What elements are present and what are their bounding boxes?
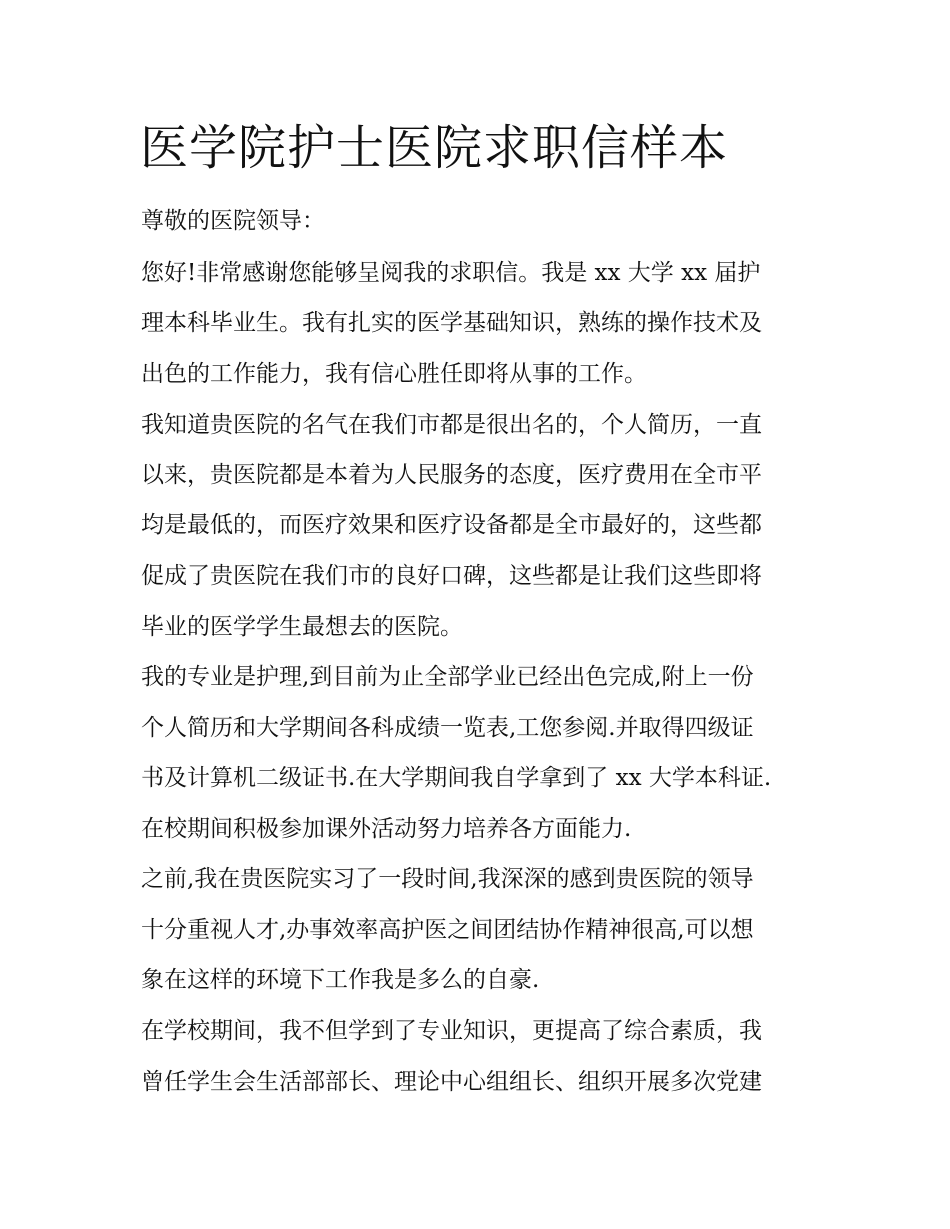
body-line: 毕业的医学学生最想去的医院。 xyxy=(141,614,463,640)
body-line: 书及计算机二级证书.在大学期间我自学拿到了 xx 大学本科证. xyxy=(141,765,772,791)
body-line: 出色的工作能力，我有信心胜任即将从事的工作。 xyxy=(141,361,647,387)
body-line: 促成了贵医院在我们市的良好口碑，这些都是让我们这些即将 xyxy=(141,563,762,589)
body-line: 十分重视人才,办事效率高护医之间团结协作精神很高,可以想 xyxy=(141,917,754,943)
body-line: 以来，贵医院都是本着为人民服务的态度，医疗费用在全市平 xyxy=(141,462,762,488)
body-line: 我知道贵医院的名气在我们市都是很出名的，个人简历，一直 xyxy=(141,412,762,438)
body-line: 之前,我在贵医院实习了一段时间,我深深的感到贵医院的领导 xyxy=(141,866,754,892)
salutation-line: 尊敬的医院领导： xyxy=(141,208,325,234)
body-line: 我的专业是护理,到目前为止全部学业已经出色完成,附上一份 xyxy=(141,664,754,690)
body-line: 均是最低的，而医疗效果和医疗设备都是全市最好的，这些都 xyxy=(141,512,762,538)
body-line: 曾任学生会生活部部长、理论中心组组长、组织开展多次党建 xyxy=(141,1069,762,1095)
body-line: 在校期间积极参加课外活动努力培养各方面能力. xyxy=(141,816,632,842)
body-line: 在学校期间，我不但学到了专业知识，更提高了综合素质，我 xyxy=(141,1018,762,1044)
document-title: 医学院护士医院求职信样本 xyxy=(140,120,729,176)
body-line: 理本科毕业生。我有扎实的医学基础知识，熟练的操作技术及 xyxy=(141,310,762,336)
body-line: 个人简历和大学期间各科成绩一览表,工您参阅.并取得四级证 xyxy=(141,715,754,741)
body-line: 象在这样的环境下工作我是多么的自豪. xyxy=(141,967,540,993)
body-line: 您好!非常感谢您能够呈阅我的求职信。我是 xx 大学 xx 届护 xyxy=(141,260,761,286)
